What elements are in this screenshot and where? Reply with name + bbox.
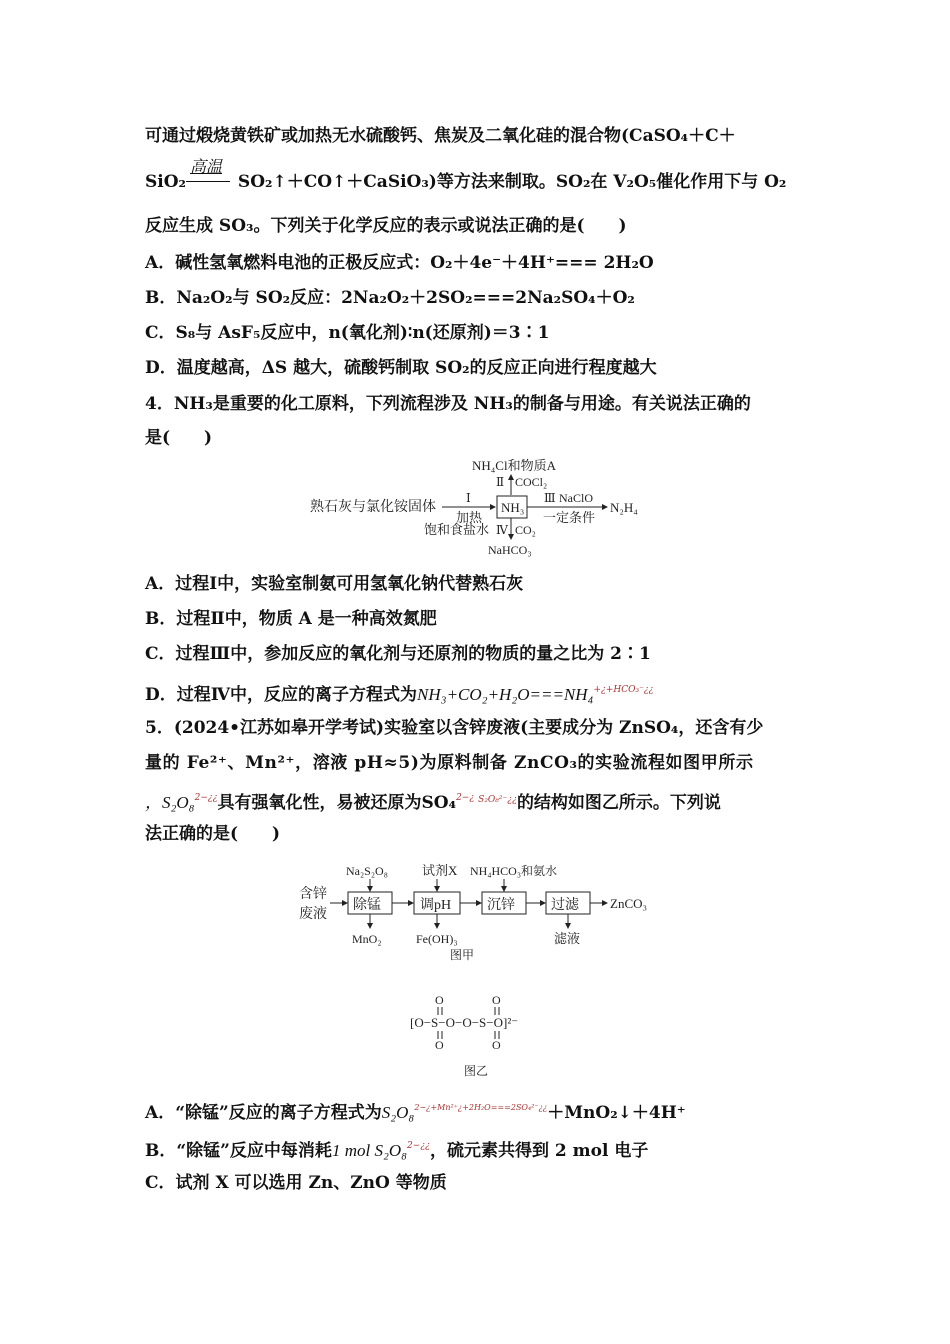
q5-stem-line-1: 5．(2024•江苏如皋开学考试)实验室以含锌废液(主要成分为 ZnSO₄，还含有少 xyxy=(145,718,764,738)
reagent-2: 试剂X xyxy=(422,863,458,878)
top-reagent: COCl₂ xyxy=(515,475,548,489)
high-temp-condition: 高温 xyxy=(186,170,232,194)
top-product: NH₄Cl和物质A xyxy=(472,458,556,473)
step-1: 除锰 xyxy=(353,898,381,913)
reagent-3: NH₄HCO₃和氨水 xyxy=(470,864,558,878)
q5-option-b: B．“除锰”反应中每消耗1 mol S₂O₈$^{2-¿¿}$，硫元素共得到 2 mol 电子 xyxy=(145,1141,649,1161)
right-product: N₂H₄ xyxy=(610,500,638,515)
q3-option-b: B．Na₂O₂与 SO₂反应：2Na₂O₂＋2SO₂===2Na₂SO₄＋O₂ xyxy=(145,288,635,308)
q3-option-a: A．碱性氢氧燃料电池的正极反应式：O₂＋4e⁻＋4H⁺=== 2H₂O xyxy=(145,253,654,273)
o-top-1: O xyxy=(435,993,444,1007)
byproduct-1: MnO₂ xyxy=(352,932,382,946)
step1-condition: 加热 xyxy=(456,510,483,525)
structure-formula: [O−S−O−O−S−O]²⁻ xyxy=(410,1015,519,1030)
sio2: SiO₂ xyxy=(145,172,186,192)
start-material: 熟石灰与氯化铵固体 xyxy=(310,500,436,515)
zn-process-flow xyxy=(290,858,670,966)
q5-option-c: C．试剂 X 可以选用 Zn、ZnO 等物质 xyxy=(145,1173,447,1193)
figure-b-caption: 图乙 xyxy=(464,1064,489,1078)
intro-line-3: 反应生成 SO₃。下列关于化学反应的表示或说法正确的是( ) xyxy=(145,216,627,236)
q4-option-d: D．过程Ⅳ中，反应的离子方程式为NH₃+CO₂+H₂O===NH₄$^{+¿+HCO_3^-¿¿}$ xyxy=(145,685,654,705)
q4-option-c: C．过程Ⅲ中，参加反应的氧化剂与还原剂的物质的量之比为 2∶1 xyxy=(145,644,651,664)
byproduct-2: Fe(OH)₃ xyxy=(416,932,458,946)
top-step: Ⅱ xyxy=(496,475,505,489)
q4-stem-line-1: 4．NH₃是重要的化工原料，下列流程涉及 NH₃的制备与用途。有关说法正确的 xyxy=(145,394,751,414)
step3-label: Ⅲ xyxy=(544,491,556,505)
nh3-flow-diagram xyxy=(300,452,660,560)
q4-stem-line-2: 是( ) xyxy=(145,428,213,448)
step1-label: Ⅰ xyxy=(466,491,471,505)
step-4: 过滤 xyxy=(551,898,579,913)
bottom-gas: CO₂ xyxy=(515,523,536,537)
q5-stem-line-4: 法正确的是( ) xyxy=(145,824,281,844)
q3-option-d: D．温度越高，ΔS 越大，硫酸钙制取 SO₂的反应正向进行程度越大 xyxy=(145,358,657,378)
q4-d-superscript: +¿+HCO₃⁻¿¿ xyxy=(593,685,654,695)
bottom-reagent: 饱和食盐水 xyxy=(424,522,490,537)
q5-option-a: A．“除锰”反应的离子方程式为S₂O₈$^{2-¿+Mn^{2+}¿+2H_2O===2SO_4^{2-}¿¿}$＋MnO₂↓＋4H⁺ xyxy=(145,1103,686,1123)
feed-line-1: 含锌 xyxy=(299,887,327,902)
feed-line-2: 废液 xyxy=(299,907,327,922)
q5-stem-line-3: ，S₂O₈$^{2-¿¿}$具有强氧化性，易被还原为SO₄$^{2-¿}$ $^{S_2O_8^{2-}¿¿}$的结构如图乙所示。下列说 xyxy=(145,793,721,813)
intro-line-1: 可通过煅烧黄铁矿或加热无水硫酸钙、焦炭及二氧化硅的混合物(CaSO₄＋C＋ xyxy=(145,126,736,146)
q4-option-b: B．过程Ⅱ中，物质 A 是一种高效氮肥 xyxy=(145,609,437,629)
q4-option-a: A．过程Ⅰ中，实验室制氨可用氢氧化钠代替熟石灰 xyxy=(145,574,524,594)
bottom-step: Ⅳ xyxy=(496,523,508,537)
step3-reagent: NaClO xyxy=(559,491,593,505)
nh3-label: NH₃ xyxy=(501,500,525,515)
step-3: 沉锌 xyxy=(487,898,515,913)
q5-stem-line-2: 量的 Fe²⁺、Mn²⁺，溶液 pH≈5)为原料制备 ZnCO₃的实验流程如图甲所示 xyxy=(145,753,754,773)
intro-line-2 xyxy=(145,159,810,194)
final-product: ZnCO₃ xyxy=(610,896,648,911)
o-bottom-2: O xyxy=(492,1038,501,1052)
figure-a-caption: 图甲 xyxy=(450,948,475,962)
intro-line-2-rest: SO₂↑＋CO↑＋CaSiO₃)等方法来制取。SO₂在 V₂O₅催化作用下与 O₂ xyxy=(232,172,787,192)
step-2: 调pH xyxy=(420,898,452,913)
o-bottom-1: O xyxy=(435,1038,444,1052)
reagent-1: Na₂S₂O₈ xyxy=(346,864,388,878)
bottom-product: NaHCO₃ xyxy=(488,543,532,557)
o-top-2: O xyxy=(492,993,501,1007)
step3-condition: 一定条件 xyxy=(543,510,596,525)
peroxodisulfate-structure xyxy=(400,990,550,1082)
byproduct-3: 滤液 xyxy=(554,931,581,946)
q3-option-c: C．S₈与 AsF₅反应中，n(氧化剂)∶n(还原剂)＝3∶1 xyxy=(145,323,550,343)
q4-d-equation: NH₃+CO₂+H₂O===NH₄ xyxy=(417,685,594,704)
